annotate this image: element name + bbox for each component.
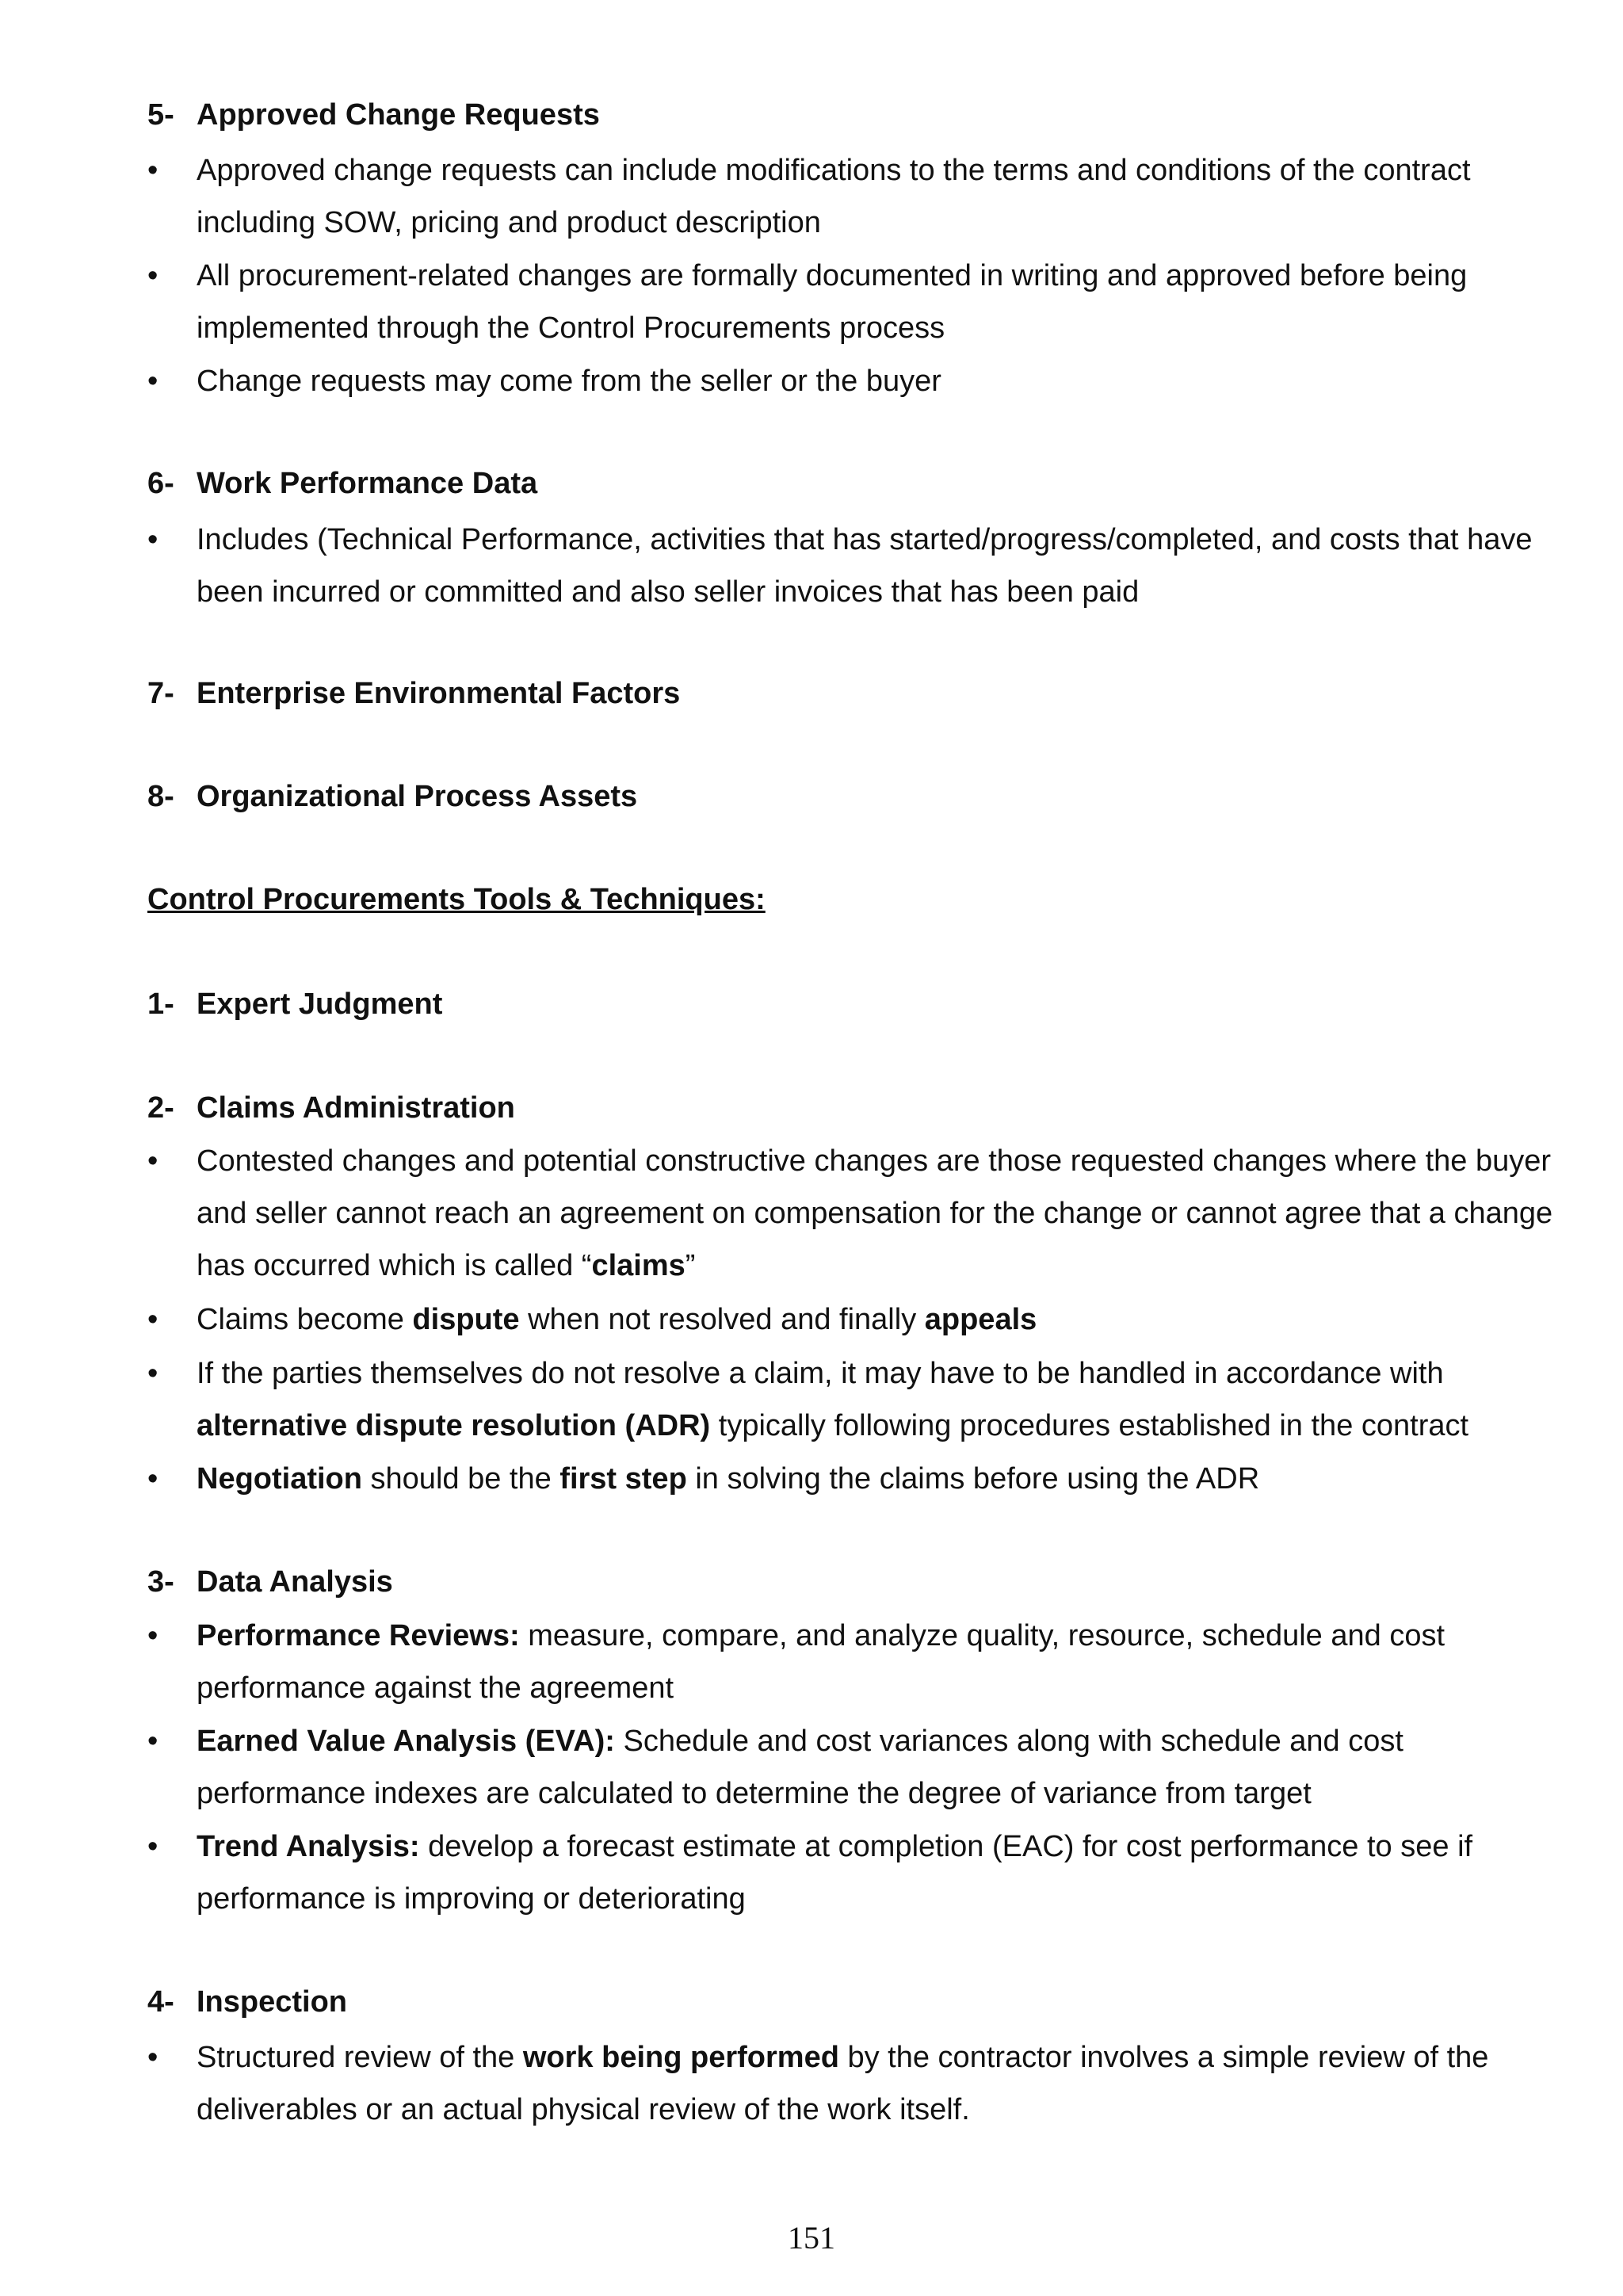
bullet-item: • Approved change requests can include modifications to the terms and conditions of the contract including SOW, pricing and product description [147, 144, 1558, 249]
heading-inspection: 4- Inspection [147, 1985, 348, 2019]
heading-data-analysis: 3- Data Analysis [147, 1565, 393, 1599]
bullet-item: • Change requests may come from the seller or the buyer [147, 355, 1558, 407]
bullet-item: • Negotiation should be the first step in solving the claims before using the ADR [147, 1453, 1558, 1505]
heading-enterprise-environmental-factors: 7- Enterprise Environmental Factors [147, 677, 681, 710]
bullet-item: • If the parties themselves do not resolve a claim, it may have to be handled in accordance with alternative dispute resolution (ADR) typically following procedures established in the contract [147, 1347, 1558, 1452]
bullet-dot-icon: • [147, 1725, 158, 1758]
bullet-dot-icon: • [147, 154, 158, 187]
section-title-tools-techniques: Control Procurements Tools & Techniques: [147, 883, 766, 916]
page-number: 151 [788, 2220, 835, 2256]
bullet-dot-icon: • [147, 1303, 158, 1336]
bullet-item: • Structured review of the work being performed by the contractor involves a simple review of the deliverables or an actual physical review of the work itself. [147, 2031, 1558, 2136]
bullet-item: • Includes (Technical Performance, activities that has started/progress/completed, and costs that have been incurred or committed and also seller invoices that has been paid [147, 514, 1558, 618]
bullet-item: • All procurement-related changes are formally documented in writing and approved before being implemented through the Control Procurements process [147, 250, 1558, 354]
bullet-dot-icon: • [147, 2041, 158, 2074]
heading-expert-judgment: 1- Expert Judgment [147, 988, 443, 1021]
heading-approved-change-requests: 5- Approved Change Requests [147, 98, 600, 132]
bullet-item: • Earned Value Analysis (EVA): Schedule and cost variances along with schedule and cost performance indexes are calculated to determine the degree of variance from target [147, 1715, 1558, 1820]
bullet-dot-icon: • [147, 1357, 158, 1390]
bullet-item: • Claims become dispute when not resolved and finally appeals [147, 1293, 1558, 1346]
bullet-item: • Contested changes and potential constructive changes are those requested changes where the buyer and seller cannot reach an agreement on compensation for the change or cannot agree that a change has occurred which is called “claims” [147, 1135, 1558, 1292]
bullet-dot-icon: • [147, 1619, 158, 1652]
heading-claims-administration: 2- Claims Administration [147, 1091, 515, 1125]
heading-work-performance-data: 6- Work Performance Data [147, 467, 538, 500]
bullet-dot-icon: • [147, 1462, 158, 1496]
bullet-item: • Performance Reviews: measure, compare, and analyze quality, resource, schedule and cost performance against the agreement [147, 1610, 1558, 1714]
bullet-dot-icon: • [147, 365, 158, 398]
bullet-dot-icon: • [147, 1144, 158, 1178]
bullet-dot-icon: • [147, 259, 158, 292]
bullet-dot-icon: • [147, 1830, 158, 1863]
bullet-item: • Trend Analysis: develop a forecast estimate at completion (EAC) for cost performance to see if performance is improving or deteriorating [147, 1820, 1558, 1925]
bullet-dot-icon: • [147, 523, 158, 556]
heading-organizational-process-assets: 8- Organizational Process Assets [147, 780, 638, 813]
